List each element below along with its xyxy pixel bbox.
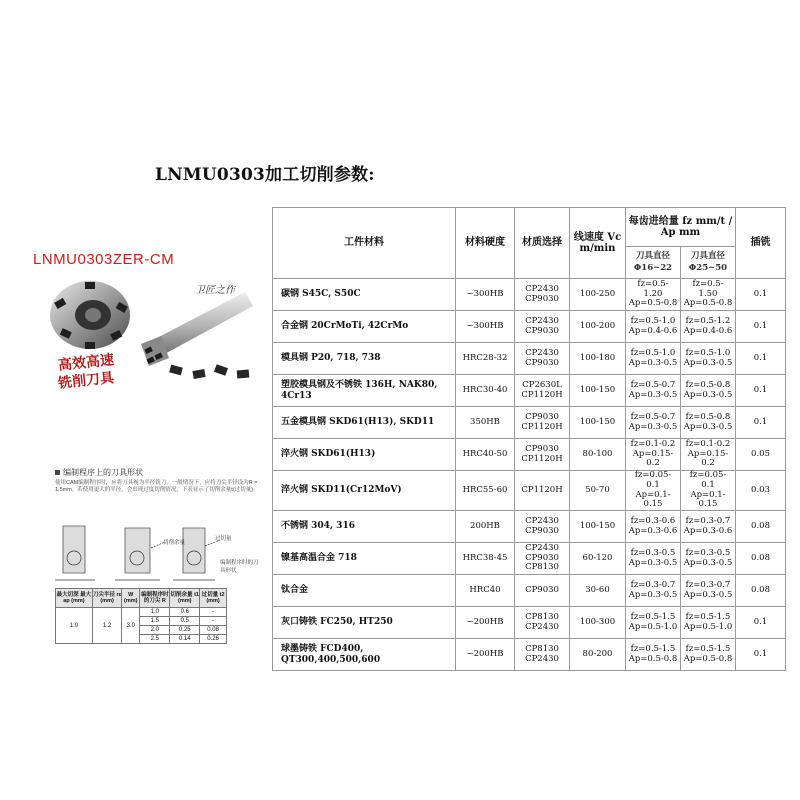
cell-grade <box>515 343 570 375</box>
grade-line: CP2430 <box>525 653 559 664</box>
feed-line: fz=0.05-0.1 <box>634 470 672 490</box>
cell-material: 球墨铸铁 FCD400, QT300,400,500,600 <box>273 639 456 671</box>
cell-hardness: HRC28-32 <box>456 343 515 375</box>
note-heading-row <box>55 467 260 478</box>
cell-grade <box>515 639 570 671</box>
grade-line: CP2430 <box>525 621 559 632</box>
table-row <box>273 575 786 607</box>
cell-feed-small-diameter <box>626 407 681 439</box>
table-row <box>273 279 786 311</box>
bullet-square-icon <box>55 470 60 475</box>
table-row <box>273 607 786 639</box>
radius-table-header-row <box>56 589 227 608</box>
table-row <box>273 407 786 439</box>
cell-plunge: 0.1 <box>736 375 786 407</box>
table-row <box>273 439 786 471</box>
cell-material: 塑胶模具钢及不锈铁 136H, NAK80, 4Cr13 <box>273 375 456 407</box>
radius-table-cell: 0.5 <box>170 617 200 626</box>
cell-feed-large-diameter <box>681 279 736 311</box>
grade-line: CP2430 <box>525 515 559 526</box>
header-hardness: 材料硬度 <box>456 208 515 279</box>
cell-feed-small-diameter <box>626 543 681 575</box>
radius-table <box>55 588 227 644</box>
cell-feed-large-diameter <box>681 375 736 407</box>
feed-line: Ap=0.5-0.8 <box>628 298 678 309</box>
grade-line: CP1120H <box>521 421 563 432</box>
feed-line: Ap=0.15-0.2 <box>632 448 674 469</box>
radius-table-cell: 3.0 <box>122 608 140 644</box>
cell-material: 模具钢 P20, 718, 738 <box>273 343 456 375</box>
feed-line: Ap=0.5-0.8 <box>683 298 733 309</box>
feed-line: fz=0.5-1.5 <box>685 611 731 622</box>
grade-line: CP9030 <box>525 443 559 454</box>
cell-grade <box>515 407 570 439</box>
cell-feed-large-diameter <box>681 471 736 511</box>
cell-grade <box>515 543 570 575</box>
feed-line: Ap=0.1-0.15 <box>690 489 726 510</box>
cell-feed-large-diameter <box>681 575 736 607</box>
program-path-label: 编制程序时的刀 <box>220 560 259 566</box>
feed-line: Ap=0.3-0.5 <box>683 557 733 568</box>
header-feed: 每齿进给量 fz mm/t / Ap mm <box>626 208 736 247</box>
radius-table-cell: 2.5 <box>140 635 170 644</box>
cell-material: 五金模具钢 SKD61(H13), SKD11 <box>273 407 456 439</box>
feed-line: Ap=0.3-0.5 <box>683 421 733 432</box>
radius-table-cell: 1.2 <box>92 608 122 644</box>
cell-material: 灰口铸铁 FC250, HT250 <box>273 607 456 639</box>
feed-line: fz=0.5-1.20 <box>637 278 669 299</box>
header-diameter-large-label: 刀具直径 <box>691 251 726 262</box>
feed-line: fz=0.3-0.5 <box>685 547 731 558</box>
cutting-parameters-table <box>272 207 786 671</box>
radius-table-cell: 1.0 <box>56 608 93 644</box>
cell-speed: 50-70 <box>570 471 626 511</box>
note-heading: 编制程序上的刀具形状 <box>63 468 143 477</box>
feed-line: fz=0.05-0.1 <box>689 470 727 490</box>
overcut-label: 过切量 <box>215 536 232 542</box>
cell-feed-small-diameter <box>626 607 681 639</box>
radius-table-cell: 0.26 <box>200 635 227 644</box>
feed-line: fz=0.3-0.7 <box>630 579 676 590</box>
table-row <box>273 471 786 511</box>
feed-line: fz=0.5-1.5 <box>685 643 731 654</box>
cell-hardness: ~200HB <box>456 607 515 639</box>
cell-feed-large-diameter <box>681 639 736 671</box>
cell-feed-small-diameter <box>626 639 681 671</box>
cell-speed: 100-200 <box>570 311 626 343</box>
grade-line: CP9030 <box>525 357 559 368</box>
cell-grade <box>515 279 570 311</box>
feed-line: fz=0.5-1.0 <box>630 315 676 326</box>
cell-material: 淬火钢 SKD61(H13) <box>273 439 456 471</box>
grade-line: CP9030 <box>525 584 559 595</box>
radius-table-cell: - <box>200 617 227 626</box>
slogan-line-2: 铣削刀具 <box>57 370 115 392</box>
cell-plunge: 0.1 <box>736 639 786 671</box>
cell-plunge: 0.08 <box>736 511 786 543</box>
cell-plunge: 0.08 <box>736 543 786 575</box>
feed-line: fz=0.5-1.0 <box>685 347 731 358</box>
grade-line: CP2430 <box>525 347 559 358</box>
program-path-label-2: 具形状 <box>220 568 237 574</box>
table-row <box>273 543 786 575</box>
cell-feed-large-diameter <box>681 543 736 575</box>
cell-hardness: 350HB <box>456 407 515 439</box>
radius-table-header: 编制程序时的刀尖 R <box>140 589 170 608</box>
cell-plunge: 0.05 <box>736 439 786 471</box>
feed-line: fz=0.5-0.7 <box>630 411 676 422</box>
feed-line: Ap=0.1-0.15 <box>635 489 671 510</box>
grade-line: CP2430 <box>525 542 559 553</box>
radius-table-cell: 0.6 <box>170 608 200 617</box>
feed-line: fz=0.3-0.7 <box>685 579 731 590</box>
cell-material: 镍基高温合金 718 <box>273 543 456 575</box>
feed-line: Ap=0.3-0.6 <box>628 525 678 536</box>
grade-line: CP1120H <box>521 484 563 495</box>
cell-hardness: ~200HB <box>456 639 515 671</box>
feed-line: Ap=0.3-0.5 <box>683 389 733 400</box>
radius-table-header: 过切量 t2 (mm) <box>200 589 227 608</box>
feed-line: fz=0.5-1.0 <box>630 347 676 358</box>
feed-line: Ap=0.5-1.0 <box>683 621 733 632</box>
cell-material: 淬火钢 SKD11(Cr12MoV) <box>273 471 456 511</box>
cell-plunge: 0.03 <box>736 471 786 511</box>
cell-material: 不锈钢 304, 316 <box>273 511 456 543</box>
cell-speed: 80-200 <box>570 639 626 671</box>
cell-material: 合金钢 20CrMoTi, 42CrMo <box>273 311 456 343</box>
feed-line: Ap=0.5-0.8 <box>683 653 733 664</box>
feed-line: fz=0.5-1.50 <box>692 278 724 299</box>
feed-line: Ap=0.3-0.5 <box>628 557 678 568</box>
table-row <box>273 639 786 671</box>
cell-speed: 30-60 <box>570 575 626 607</box>
cell-hardness: HRC30-40 <box>456 375 515 407</box>
product-code: LNMU0303ZER-CM <box>33 251 175 268</box>
cell-feed-small-diameter <box>626 511 681 543</box>
tool-shape-diagram <box>55 518 260 588</box>
feed-line: Ap=0.3-0.5 <box>628 357 678 368</box>
cell-plunge: 0.1 <box>736 607 786 639</box>
radius-table-cell: 2.0 <box>140 626 170 635</box>
grade-line: CP8130 <box>525 562 559 573</box>
cell-feed-large-diameter <box>681 607 736 639</box>
feed-line: fz=0.3-0.5 <box>630 547 676 558</box>
cell-speed: 100-150 <box>570 375 626 407</box>
radius-table-row <box>56 608 227 617</box>
cell-plunge: 0.1 <box>736 279 786 311</box>
feed-line: Ap=0.4-0.6 <box>628 325 678 336</box>
table-body <box>273 279 786 671</box>
cell-plunge: 0.1 <box>736 343 786 375</box>
feed-line: fz=0.5-1.5 <box>630 611 676 622</box>
feed-line: Ap=0.3-0.5 <box>628 421 678 432</box>
cell-grade <box>515 607 570 639</box>
cell-feed-large-diameter <box>681 407 736 439</box>
grade-line: CP9030 <box>525 325 559 336</box>
radius-table-cell: 0.08 <box>200 626 227 635</box>
grade-line: CP9030 <box>525 411 559 422</box>
feed-line: Ap=0.3-0.5 <box>628 389 678 400</box>
cell-feed-small-diameter <box>626 471 681 511</box>
cell-speed: 100-150 <box>570 511 626 543</box>
radius-table-header: W (mm) <box>122 589 140 608</box>
header-diameter-small <box>626 247 681 279</box>
cell-speed: 100-250 <box>570 279 626 311</box>
header-speed: 线速度 Vc m/min <box>570 208 626 279</box>
cell-plunge: 0.08 <box>736 575 786 607</box>
grade-line: CP9030 <box>525 552 559 563</box>
cell-speed: 80-100 <box>570 439 626 471</box>
radius-table-cell: 1.5 <box>140 617 170 626</box>
cell-hardness: 200HB <box>456 511 515 543</box>
brand-mark: 卫匠之作 <box>195 285 235 296</box>
cell-speed: 100-180 <box>570 343 626 375</box>
cell-feed-small-diameter <box>626 375 681 407</box>
page-title: LNMU0303加工切削参数: <box>155 165 375 185</box>
feed-line: fz=0.5-1.2 <box>685 315 731 326</box>
programming-note <box>55 467 260 495</box>
radius-table-cell: 0.25 <box>170 626 200 635</box>
feed-line: Ap=0.3-0.6 <box>683 525 733 536</box>
cell-grade <box>515 575 570 607</box>
table-row <box>273 311 786 343</box>
feed-line: fz=0.3-0.7 <box>685 515 731 526</box>
header-diameter-small-range: Φ16~22 <box>633 262 673 273</box>
feed-line: Ap=0.4-0.6 <box>683 325 733 336</box>
table-row <box>273 511 786 543</box>
feed-line: fz=0.1-0.2 <box>685 438 731 449</box>
cell-grade <box>515 439 570 471</box>
table-row <box>273 343 786 375</box>
feed-line: fz=0.5-0.8 <box>685 379 731 390</box>
grade-line: CP2630L <box>522 379 562 390</box>
feed-line: Ap=0.5-1.0 <box>628 621 678 632</box>
feed-line: Ap=0.3-0.5 <box>683 357 733 368</box>
grade-line: CP8130 <box>525 643 559 654</box>
radius-table-header: 切削余量 t1 (mm) <box>170 589 200 608</box>
header-material: 工件材料 <box>273 208 456 279</box>
grade-line: CP9030 <box>525 293 559 304</box>
tool-shape-drawing <box>55 518 260 588</box>
header-diameter-large-range: Φ25~50 <box>688 262 728 273</box>
cell-plunge: 0.1 <box>736 311 786 343</box>
header-plunge: 插铣 <box>736 208 786 279</box>
header-diameter-large <box>681 247 736 279</box>
cell-material: 碳钢 S45C, S50C <box>273 279 456 311</box>
table-row <box>273 375 786 407</box>
radius-table-header: 刀尖半径 rε (mm) <box>92 589 122 608</box>
radius-table-cell: 1.0 <box>140 608 170 617</box>
feed-line: Ap=0.3-0.5 <box>628 589 678 600</box>
cell-grade <box>515 471 570 511</box>
cell-plunge: 0.1 <box>736 407 786 439</box>
cell-feed-small-diameter <box>626 311 681 343</box>
feed-line: Ap=0.5-0.8 <box>628 653 678 664</box>
grade-line: CP2430 <box>525 283 559 294</box>
header-diameter-small-label: 刀具直径 <box>635 251 670 262</box>
radius-table-cell: - <box>200 608 227 617</box>
feed-line: Ap=0.15-0.2 <box>687 448 729 469</box>
cell-speed: 100-300 <box>570 607 626 639</box>
cell-feed-small-diameter <box>626 439 681 471</box>
cell-feed-small-diameter <box>626 343 681 375</box>
cell-grade <box>515 511 570 543</box>
cell-feed-small-diameter <box>626 279 681 311</box>
cell-grade <box>515 375 570 407</box>
cell-feed-large-diameter <box>681 311 736 343</box>
table-header-row <box>273 208 786 247</box>
radius-table-cell: 0.14 <box>170 635 200 644</box>
feed-line: fz=0.5-0.8 <box>685 411 731 422</box>
grade-line: CP1120H <box>521 453 563 464</box>
cell-hardness: HRC55-60 <box>456 471 515 511</box>
cell-feed-large-diameter <box>681 439 736 471</box>
cell-hardness: ~300HB <box>456 279 515 311</box>
cell-speed: 100-150 <box>570 407 626 439</box>
cell-speed: 60-120 <box>570 543 626 575</box>
feed-line: fz=0.3-0.6 <box>630 515 676 526</box>
cell-material: 钛合金 <box>273 575 456 607</box>
grade-line: CP9030 <box>525 525 559 536</box>
cell-hardness: HRC40 <box>456 575 515 607</box>
grade-line: CP8130 <box>525 611 559 622</box>
cell-feed-small-diameter <box>626 575 681 607</box>
cell-grade <box>515 311 570 343</box>
feed-line: fz=0.1-0.2 <box>630 438 676 449</box>
feed-line: fz=0.5-0.7 <box>630 379 676 390</box>
cell-hardness: ~300HB <box>456 311 515 343</box>
cell-feed-large-diameter <box>681 343 736 375</box>
cell-feed-large-diameter <box>681 511 736 543</box>
feed-line: fz=0.5-1.5 <box>630 643 676 654</box>
cut-margin-label: 切削余量 <box>163 540 186 546</box>
grade-line: CP2430 <box>525 315 559 326</box>
slogan-line-1: 高效高速 <box>57 352 115 374</box>
feed-line: Ap=0.3-0.5 <box>683 589 733 600</box>
header-grade: 材质选择 <box>515 208 570 279</box>
radius-table-header: 最大切深 最大 ap (mm) <box>56 589 93 608</box>
cell-hardness: HRC40-50 <box>456 439 515 471</box>
cell-hardness: HRC38-45 <box>456 543 515 575</box>
note-body: 使用CAM编制程序时，应将刀具视为半径铣刀。一般情况下，应将刀尖半径设为R = 1.5mm。若使用更大的半径，会出现过度切削情况，下表显示了切削余量t(过切量)。 <box>55 480 259 494</box>
grade-line: CP1120H <box>521 389 563 400</box>
